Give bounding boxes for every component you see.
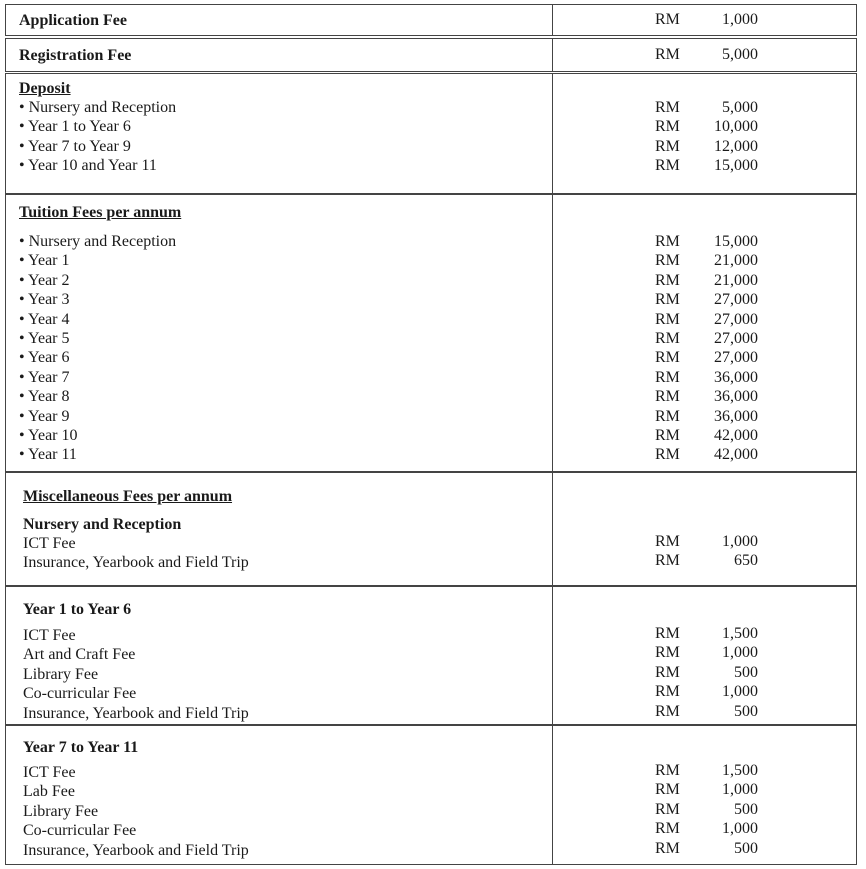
list-item: • Year 7 (19, 368, 70, 386)
amount: 5,000 (722, 46, 758, 63)
amount: 650 (734, 552, 758, 570)
tuition-labels (19, 232, 176, 465)
list-item: • Year 1 (19, 252, 70, 270)
table-row-misc-year7-11 (5, 725, 857, 865)
list-item: • Year 6 (19, 349, 70, 367)
currency: RM (655, 426, 680, 444)
misc-group-labels (23, 763, 249, 860)
registration-fee-label: Registration Fee (19, 47, 132, 64)
list-item: • Year 5 (19, 329, 70, 347)
amount: 1,000 (722, 533, 758, 550)
currency: RM (655, 446, 680, 464)
list-item: • Year 3 (19, 291, 70, 309)
amount: 500 (734, 800, 758, 818)
list-item: ICT Fee (23, 627, 76, 644)
currency: RM (655, 407, 680, 425)
fee-table (5, 4, 857, 865)
deposit-amounts (655, 98, 758, 176)
currency: RM (655, 349, 680, 367)
application-fee-label: Application Fee (19, 12, 127, 29)
list-item: Library Fee (23, 665, 99, 683)
amount: 27,000 (714, 349, 758, 367)
misc-group-title: Year 7 to Year 11 (23, 739, 139, 756)
tuition-title: Tuition Fees per annum (19, 204, 182, 221)
amount: 21,000 (714, 252, 758, 270)
list-item: • Year 10 and Year 11 (19, 157, 157, 175)
deposit-title: Deposit (19, 80, 71, 97)
amount: 1,000 (722, 820, 758, 838)
table-row-misc-nursery (5, 472, 857, 586)
amount: 1,000 (722, 644, 758, 662)
currency: RM (655, 291, 680, 309)
amount: 500 (734, 702, 758, 720)
list-item: • Year 2 (19, 271, 70, 289)
misc-group-labels (23, 626, 249, 723)
tuition-amounts (655, 232, 758, 465)
list-item: • Nursery and Reception (19, 99, 177, 116)
amount: 10,000 (714, 118, 758, 136)
amount: 1,000 (722, 781, 758, 799)
misc-group-amounts (655, 761, 758, 858)
currency: RM (655, 702, 680, 720)
list-item: Co-curricular Fee (23, 685, 137, 703)
list-item: Insurance, Yearbook and Field Trip (23, 554, 249, 572)
currency: RM (655, 46, 680, 63)
amount: 42,000 (714, 426, 758, 444)
currency: RM (655, 839, 680, 857)
amount: 500 (734, 663, 758, 681)
table-row-registration-fee (5, 38, 857, 72)
currency: RM (655, 625, 680, 642)
amount: 42,000 (714, 446, 758, 464)
misc-group-amounts (655, 532, 758, 571)
amount: 36,000 (714, 368, 758, 386)
amount: 21,000 (714, 271, 758, 289)
currency: RM (655, 310, 680, 328)
amount: 1,500 (722, 762, 758, 779)
misc-group-title: Year 1 to Year 6 (23, 601, 132, 618)
amount: 15,000 (714, 157, 758, 175)
currency: RM (655, 644, 680, 662)
amount: 27,000 (714, 310, 758, 328)
currency: RM (655, 533, 680, 550)
list-item: Lab Fee (23, 783, 75, 801)
currency: RM (655, 99, 680, 116)
list-item: • Year 11 (19, 446, 77, 464)
currency: RM (655, 388, 680, 406)
table-row-application-fee (5, 4, 857, 36)
amount: 36,000 (714, 407, 758, 425)
list-item: • Nursery and Reception (19, 233, 177, 250)
amount: 12,000 (714, 137, 758, 155)
list-item: ICT Fee (23, 535, 76, 552)
amount: 36,000 (714, 388, 758, 406)
currency: RM (655, 118, 680, 136)
list-item: • Year 7 to Year 9 (19, 137, 131, 155)
amount: 27,000 (714, 291, 758, 309)
currency: RM (655, 663, 680, 681)
misc-title: Miscellaneous Fees per annum (23, 488, 233, 505)
amount: 1,000 (722, 11, 758, 28)
deposit-labels (19, 98, 176, 176)
currency: RM (655, 137, 680, 155)
list-item: • Year 1 to Year 6 (19, 118, 131, 136)
list-item: Library Fee (23, 802, 99, 820)
list-item: • Year 8 (19, 388, 70, 406)
list-item: ICT Fee (23, 764, 76, 781)
list-item: Insurance, Yearbook and Field Trip (23, 841, 249, 859)
list-item: • Year 4 (19, 310, 70, 328)
currency: RM (655, 368, 680, 386)
currency: RM (655, 820, 680, 838)
currency: RM (655, 552, 680, 570)
table-row-tuition (5, 194, 857, 472)
currency: RM (655, 329, 680, 347)
currency: RM (655, 762, 680, 779)
amount: 27,000 (714, 329, 758, 347)
misc-group-title: Nursery and Reception (23, 516, 182, 533)
amount: 1,500 (722, 625, 758, 642)
currency: RM (655, 11, 680, 28)
misc-group-labels (23, 534, 249, 573)
amount: 1,000 (722, 683, 758, 701)
list-item: Co-curricular Fee (23, 822, 137, 840)
currency: RM (655, 271, 680, 289)
currency: RM (655, 781, 680, 799)
list-item: Art and Craft Fee (23, 646, 136, 664)
misc-group-amounts (655, 624, 758, 721)
currency: RM (655, 252, 680, 270)
currency: RM (655, 157, 680, 175)
amount: 500 (734, 839, 758, 857)
amount: 5,000 (722, 99, 758, 116)
table-row-misc-year1-6 (5, 586, 857, 725)
currency: RM (655, 233, 680, 250)
list-item: • Year 9 (19, 407, 70, 425)
amount: 15,000 (714, 233, 758, 250)
table-row-deposit (5, 73, 857, 194)
currency: RM (655, 683, 680, 701)
list-item: Insurance, Yearbook and Field Trip (23, 704, 249, 722)
currency: RM (655, 800, 680, 818)
list-item: • Year 10 (19, 426, 78, 444)
